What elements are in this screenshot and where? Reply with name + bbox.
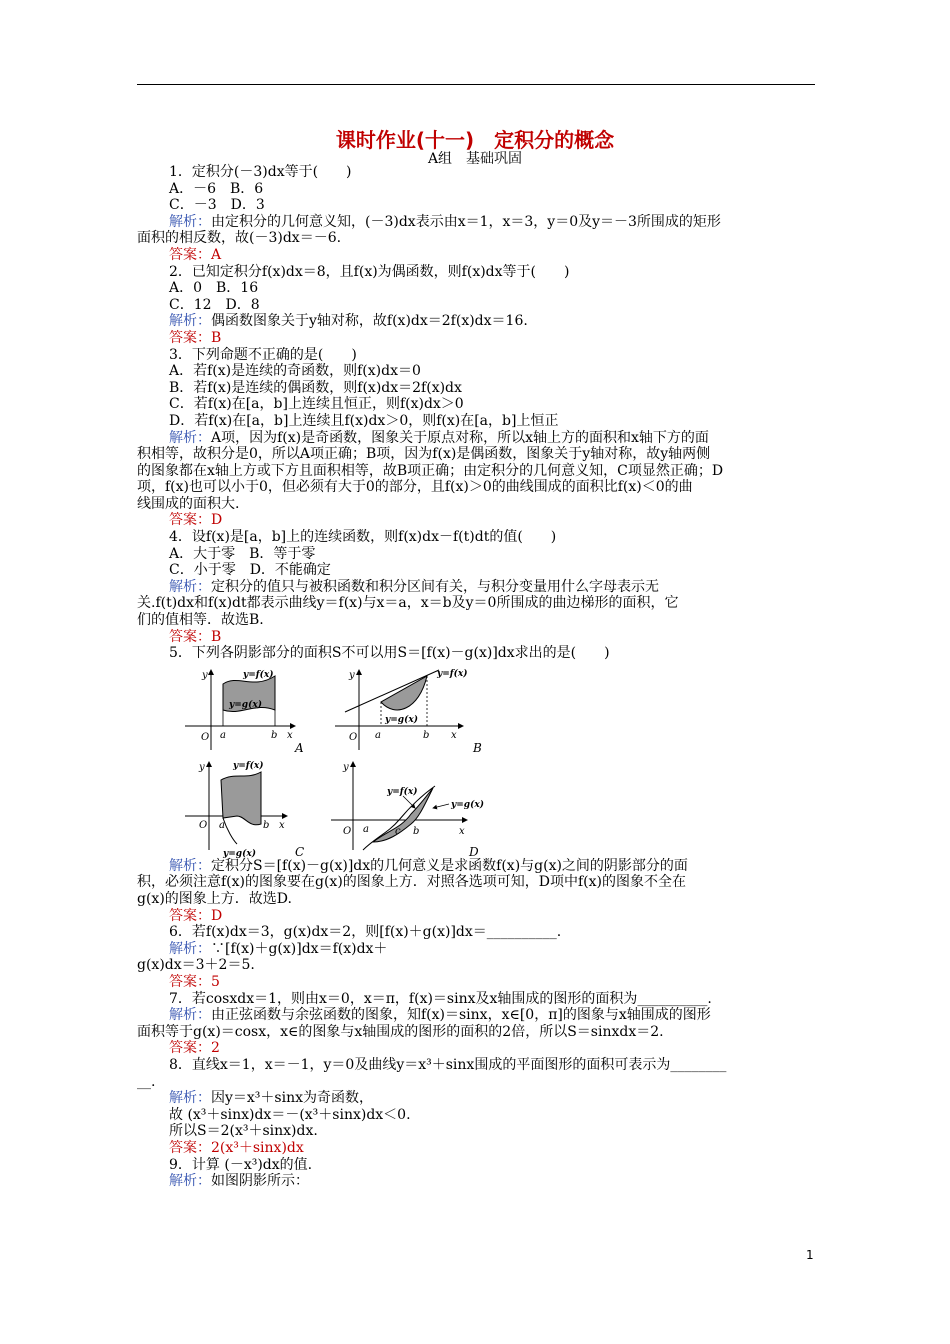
q1-answer-value: A: [211, 246, 222, 263]
figure-a-tag: A: [295, 740, 304, 754]
q2-answer-value: B: [211, 329, 222, 346]
figure-d-origin: O: [343, 825, 352, 837]
figure-d-y-label: y: [343, 761, 349, 773]
q1-stem: 1．定积分(－3)dx等于( ): [169, 164, 352, 180]
q7-answer: [137, 1040, 815, 1057]
q5-analysis-cont-1: 积，必须注意f(x)的图象要在g(x)的图象上方．对照各选项可知，D项中f(x)的图象不全在: [137, 874, 687, 891]
q7-analysis-text: 由正弦函数与余弦函数的图象，知f(x)＝sinx，x∈[0，π]的图象与x轴围成的图形: [211, 1007, 711, 1024]
q3-option-a: A．若f(x)是连续的奇函数，则f(x)dx＝0: [169, 363, 421, 380]
q6-stem: 6．若f(x)dx＝3，g(x)dx＝2，则[f(x)＋g(x)]dx＝__________.: [169, 924, 562, 941]
q5-answer-value: D: [211, 907, 223, 924]
q8-stem: 8．直线x＝1，x＝－1，y＝0及曲线y＝x³＋sinx围成的平面图形的面积可表示为________: [169, 1056, 727, 1073]
q3-option-b: B．若f(x)是连续的偶函数，则f(x)dx＝2f(x)dx: [169, 379, 462, 396]
q2-options-1: A．0 B．16: [169, 280, 259, 297]
q3-analysis-cont-2: 的图象都在x轴上方或下方且面积相等，故B项正确；由定积分的几何意义知，C项显然正确；D: [137, 462, 724, 479]
answer-label: 答案：: [169, 512, 211, 529]
figure-d-a-label: a: [363, 823, 369, 835]
figure-d-c-label: c: [395, 825, 401, 837]
analysis-label: 解析：: [169, 578, 211, 595]
figure-d-g-label: y=g(x): [451, 799, 484, 810]
figure-a-b-label: b: [271, 729, 278, 741]
figure-b-f-label: y=f(x): [437, 668, 468, 679]
q8-stem-cont: __.: [137, 1073, 156, 1090]
figure-a-f-label: y=f(x): [243, 669, 274, 680]
figure-c-g-label: y=g(x): [223, 848, 256, 858]
figure-c-f-label: y=f(x): [233, 760, 264, 771]
q5-figures-row-1: [137, 662, 815, 754]
q5-analysis-cont-2: g(x)的图象上方．故选D.: [137, 891, 292, 907]
figure-b-a-label: a: [375, 729, 381, 741]
figure-b-origin: O: [349, 731, 358, 743]
q3-analysis: [137, 430, 815, 447]
q2-answer: [137, 330, 815, 347]
figure-c: [183, 758, 313, 858]
q1-analysis-text: 由定积分的几何意义知，(－3)dx表示由x＝1，x＝3，y＝0及y＝－3所围成的矩形: [211, 213, 721, 230]
figure-c-y-label: y: [199, 761, 205, 773]
answer-label: 答案：: [169, 246, 211, 263]
figure-b-x-label: x: [451, 729, 457, 741]
figure-c-a-label: a: [219, 819, 225, 831]
q1-analysis: [137, 214, 815, 231]
q5-analysis: [137, 858, 815, 875]
figure-a-x-label: x: [287, 729, 293, 741]
section-subtitle: A组 基础巩固: [427, 151, 523, 167]
figure-d-f-label: y=f(x): [387, 786, 418, 797]
header-rule: [137, 84, 815, 85]
q6-answer: [137, 974, 815, 991]
figure-a-origin: O: [201, 731, 210, 743]
analysis-label: 解析：: [169, 213, 211, 230]
q1-options-2: C．－3 D．3: [169, 197, 265, 214]
q2-analysis-text: 偶函数图象关于y轴对称，故f(x)dx＝2f(x)dx＝16.: [211, 313, 528, 330]
q8-analysis-text: 因y＝x³＋sinx为奇函数，: [211, 1090, 373, 1107]
q3-analysis-text: A项，因为f(x)是奇函数，图象关于原点对称，所以x轴上方的面积和x轴下方的面: [211, 429, 709, 446]
content: [137, 164, 815, 1190]
q3-answer-value: D: [211, 512, 223, 529]
figure-b-g-label: y=g(x): [385, 714, 418, 725]
q2-analysis: [137, 313, 815, 330]
figure-a-g-label: y=g(x): [229, 699, 262, 710]
figure-d-x-label: x: [459, 825, 465, 837]
q1-answer: [137, 247, 815, 264]
analysis-label: 解析：: [169, 1007, 211, 1024]
q4-stem: 4．设f(x)是[a，b]上的连续函数，则f(x)dx－f(t)dt的值( ): [169, 529, 557, 546]
q4-analysis-cont-2: 们的值相等．故选B.: [137, 612, 264, 629]
analysis-label: 解析：: [169, 429, 211, 446]
q3-option-c: C．若f(x)在[a，b]上连续且恒正，则f(x)dx＞0: [169, 396, 464, 413]
figure-d-tag: D: [469, 844, 479, 858]
page-title: 课时作业(十一) 定积分的概念: [335, 128, 615, 152]
q4-analysis-text: 定积分的值只与被积函数和积分区间有关，与积分变量用什么字母表示无: [211, 578, 659, 595]
q5-analysis-text: 定积分S＝[f(x)－g(x)]dx的几何意义是求函数f(x)与g(x)之间的阴影部分的面: [211, 857, 688, 874]
figure-d-b-label: b: [413, 825, 420, 837]
figure-b-tag: B: [473, 740, 482, 754]
answer-label: 答案：: [169, 628, 211, 645]
figure-a: [183, 666, 313, 754]
figure-c-b-label: b: [263, 819, 270, 831]
answer-label: 答案：: [169, 329, 211, 346]
q3-analysis-cont-4: 线围成的面积大.: [137, 495, 240, 512]
q2-options-2: C．12 D．8: [169, 296, 260, 313]
q6-analysis: [137, 941, 815, 958]
figure-a-y-label: y: [202, 669, 208, 681]
answer-label: 答案：: [169, 907, 211, 924]
answer-label: 答案：: [169, 1040, 211, 1057]
figure-c-x-label: x: [279, 819, 285, 831]
q1-analysis-cont: 面积的相反数，故(－3)dx＝－6.: [137, 230, 342, 247]
q7-stem: 7．若cosxdx＝1，则由x＝0，x＝π，f(x)＝sinx及x轴围成的图形的面积为__________.: [169, 990, 712, 1007]
q7-analysis: [137, 1007, 815, 1024]
analysis-label: 解析：: [169, 1173, 211, 1190]
analysis-label: 解析：: [169, 1090, 211, 1107]
q4-analysis-cont-1: 关.f(t)dx和f(x)dt都表示曲线y＝f(x)与x＝a，x＝b及y＝0所围成的曲边梯形的面积，它: [137, 595, 679, 612]
analysis-label: 解析：: [169, 857, 211, 874]
q8-answer: [137, 1140, 815, 1157]
page-number: 1: [806, 1248, 814, 1262]
figure-c-tag: C: [295, 844, 305, 858]
answer-label: 答案：: [169, 1139, 211, 1156]
q3-option-d: D．若f(x)在[a，b]上连续且f(x)dx＞0，则f(x)在[a，b]上恒正: [169, 412, 559, 429]
q7-analysis-cont: 面积等于g(x)＝cosx，x∈的图象与x轴围成的图形的面积的2倍，所以S＝sinxdx＝2.: [137, 1023, 664, 1040]
q3-analysis-cont-3: 项，f(x)也可以小于0，但必须有大于0的部分，且f(x)＞0的曲线围成的面积比f(x)＜0的曲: [137, 479, 693, 496]
q4-answer: [137, 629, 815, 646]
figure-d: [329, 758, 489, 858]
q8-analysis-cont-2: 所以S＝2(x³＋sinx)dx.: [169, 1123, 318, 1140]
analysis-label: 解析：: [169, 940, 211, 957]
q6-analysis-text: ∵[f(x)＋g(x)]dx＝f(x)dx＋: [211, 940, 388, 957]
q5-figures-row-2: [137, 754, 815, 858]
analysis-label: 解析：: [169, 313, 211, 330]
q5-stem: 5．下列各阴影部分的面积S不可以用S＝[f(x)－g(x)]dx求出的是( ): [169, 645, 610, 662]
q2-stem: 2．已知定积分f(x)dx＝8，且f(x)为偶函数，则f(x)dx等于( ): [169, 263, 570, 280]
q4-options-1: A．大于零 B．等于零: [169, 545, 316, 562]
figure-b: [335, 666, 495, 754]
figure-b-b-label: b: [423, 729, 430, 741]
q9-stem: 9．计算 (－x³)dx的值.: [169, 1156, 313, 1173]
q4-answer-value: B: [211, 628, 222, 645]
q3-answer: [137, 512, 815, 529]
q1-options-1: A．－6 B．6: [169, 180, 264, 197]
q4-options-2: C．小于零 D．不能确定: [169, 562, 331, 579]
q8-answer-value: 2(x³＋sinx)dx: [211, 1139, 304, 1156]
figure-c-origin: O: [199, 819, 208, 831]
q3-analysis-cont-1: 积相等，故积分是0，所以A项正确；B项，因为f(x)是偶函数，图象关于y轴对称，故y轴两侧: [137, 446, 711, 463]
q6-answer-value: 5: [211, 973, 220, 990]
answer-label: 答案：: [169, 973, 211, 990]
q7-answer-value: 2: [211, 1040, 220, 1057]
q6-analysis-cont: g(x)dx＝3＋2＝5.: [137, 957, 255, 974]
q5-answer: [137, 908, 815, 925]
figure-a-a-label: a: [220, 729, 226, 741]
figure-b-y-label: y: [349, 669, 355, 681]
q8-analysis-cont-1: 故 (x³＋sinx)dx＝－(x³＋sinx)dx＜0.: [169, 1106, 411, 1123]
q9-analysis: [137, 1173, 815, 1190]
q3-stem: 3．下列命题不正确的是( ): [169, 346, 357, 363]
q9-analysis-text: 如图阴影所示：: [211, 1173, 309, 1190]
q4-analysis: [137, 579, 815, 596]
q8-analysis: [137, 1090, 815, 1107]
